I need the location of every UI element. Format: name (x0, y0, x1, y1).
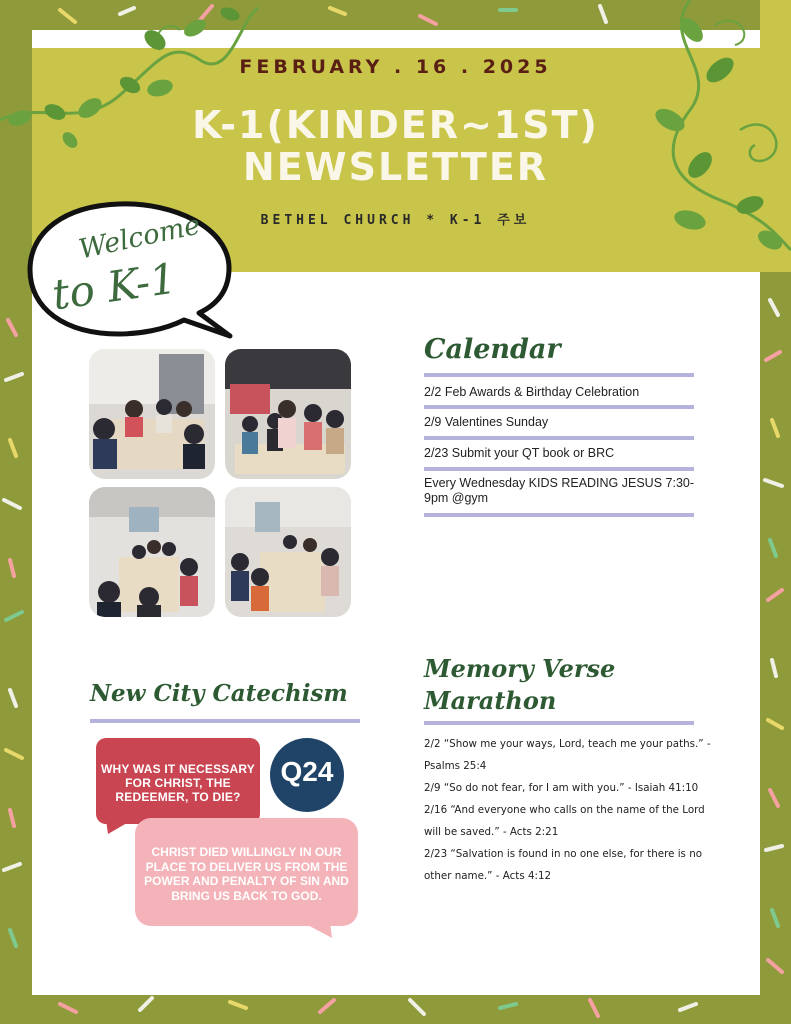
calendar-title: Calendar (424, 334, 561, 365)
calendar-item-3: 2/23 Submit your QT book or BRC (424, 446, 615, 460)
class-photo-2 (225, 349, 351, 479)
memory-verse-item: 2/9 “So do not fear, for I am with you.” - Isaiah 41:10 (424, 782, 699, 794)
answer-bubble-tail (300, 922, 334, 940)
memory-verse-list (424, 733, 724, 887)
class-photo-3 (89, 487, 215, 617)
question-bubble-tail (104, 820, 134, 836)
calendar-item-2: 2/9 Valentines Sunday (424, 415, 549, 429)
memory-verse-title-line1: Memory Verse (424, 654, 616, 683)
calendar-rule-2 (424, 405, 694, 409)
calendar-rule-1 (424, 373, 694, 377)
calendar-rule-5 (424, 513, 694, 517)
catechism-answer: CHRIST DIED WILLINGLY IN OUR PLACE TO DELIVER US FROM THE POWER AND PENALTY OF SIN AND BRING US BACK TO GOD. (144, 845, 349, 903)
catechism-title: New City Catechism (90, 680, 348, 707)
class-photo-1 (89, 349, 215, 479)
catechism-rule (90, 719, 360, 723)
issue-date: FEBRUARY . 16 . 2025 (239, 56, 552, 78)
calendar-item-4: Every Wednesday KIDS READING JESUS 7:30-9pm @gym (424, 476, 695, 505)
class-photo-4 (225, 487, 351, 617)
calendar-rule-4 (424, 467, 694, 471)
welcome-to-k1-text: to K-1 (49, 253, 180, 320)
memory-verse-item: 2/16 “And everyone who calls on the name of the Lord will be saved.” - Acts 2:21 (424, 804, 705, 838)
memory-verse-title-line2: Marathon (424, 686, 557, 715)
catechism-question: WHY WAS IT NECESSARY FOR CHRIST, THE REDEEMER, TO DIE? (100, 762, 256, 804)
calendar-item-1: 2/2 Feb Awards & Birthday Celebration (424, 385, 640, 399)
memory-verse-title (424, 653, 615, 717)
newsletter-title-line2: NEWSLETTER (242, 145, 549, 189)
welcome-text: Welcome (76, 209, 204, 266)
memory-verse-item: 2/23 “Salvation is found in no one else, for there is no other name.” - Acts 4:12 (424, 848, 703, 882)
memory-verse-item: 2/2 “Show me your ways, Lord, teach me your paths.” - Psalms 25:4 (424, 738, 711, 772)
memory-verse-rule (424, 721, 694, 725)
question-number: Q24 (280, 756, 334, 787)
newsletter-title-line1: K-1(KINDER~1ST) (192, 103, 599, 147)
calendar-rule-3 (424, 436, 694, 440)
newsletter-subtitle: BETHEL CHURCH * K-1 주보 (260, 213, 531, 228)
newsletter-title (100, 104, 691, 188)
